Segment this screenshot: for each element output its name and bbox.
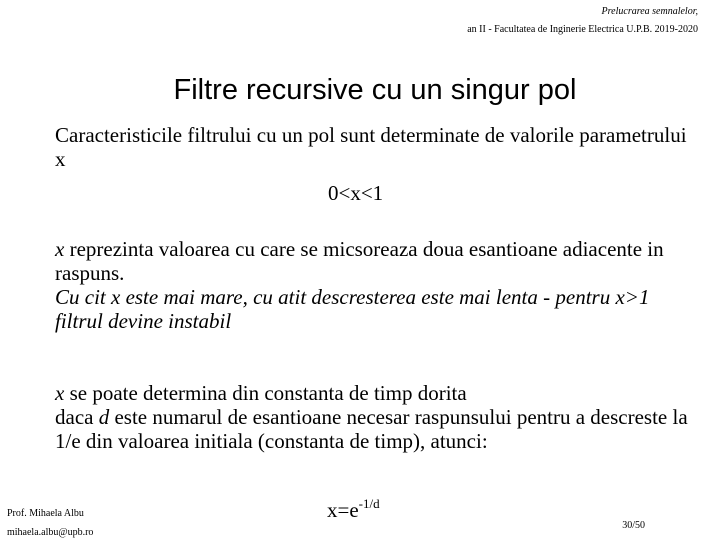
page-number: 30/50	[622, 520, 645, 531]
paragraph-characteristics: Caracteristicile filtrului cu un pol sunt determinate de valorile parametrului x	[55, 123, 687, 171]
d-definition-prefix: daca	[55, 405, 99, 429]
paragraph-time-constant	[55, 381, 695, 453]
variable-d: d	[98, 405, 110, 429]
formula-x-range: 0<x<1	[328, 181, 384, 205]
slide-title: Filtre recursive cu un singur pol	[173, 74, 577, 106]
formula-exponent: -1/d	[358, 496, 380, 511]
time-constant-text: se poate determina din constanta de timp dorita	[64, 381, 467, 405]
d-definition-text: este numarul de esantioane necesar raspunsului pentru a descreste la 1/e din valoarea initiala (constanta de timp), atunci:	[55, 405, 688, 453]
footer-author: Prof. Mihaela Albu	[7, 508, 84, 519]
formula-base: x=e	[327, 498, 359, 522]
formula-x-exponential	[327, 498, 380, 523]
variable-x: x	[55, 237, 65, 261]
header-course-title: Prelucrarea semnalelor,	[601, 6, 698, 17]
footer-email: mihaela.albu@upb.ro	[7, 527, 94, 538]
stability-note: Cu cit x este mai mare, cu atit descresterea este mai lenta - pentru x>1 filtrul devine instabil	[55, 285, 650, 333]
paragraph-x-meaning	[55, 237, 695, 333]
header-faculty-info: an II - Facultatea de Inginerie Electrica U.P.B. 2019-2020	[467, 24, 698, 35]
variable-x: x	[55, 381, 65, 405]
x-definition-text: reprezinta valoarea cu care se micsoreaza doua esantioane adiacente in raspuns.	[55, 237, 664, 285]
